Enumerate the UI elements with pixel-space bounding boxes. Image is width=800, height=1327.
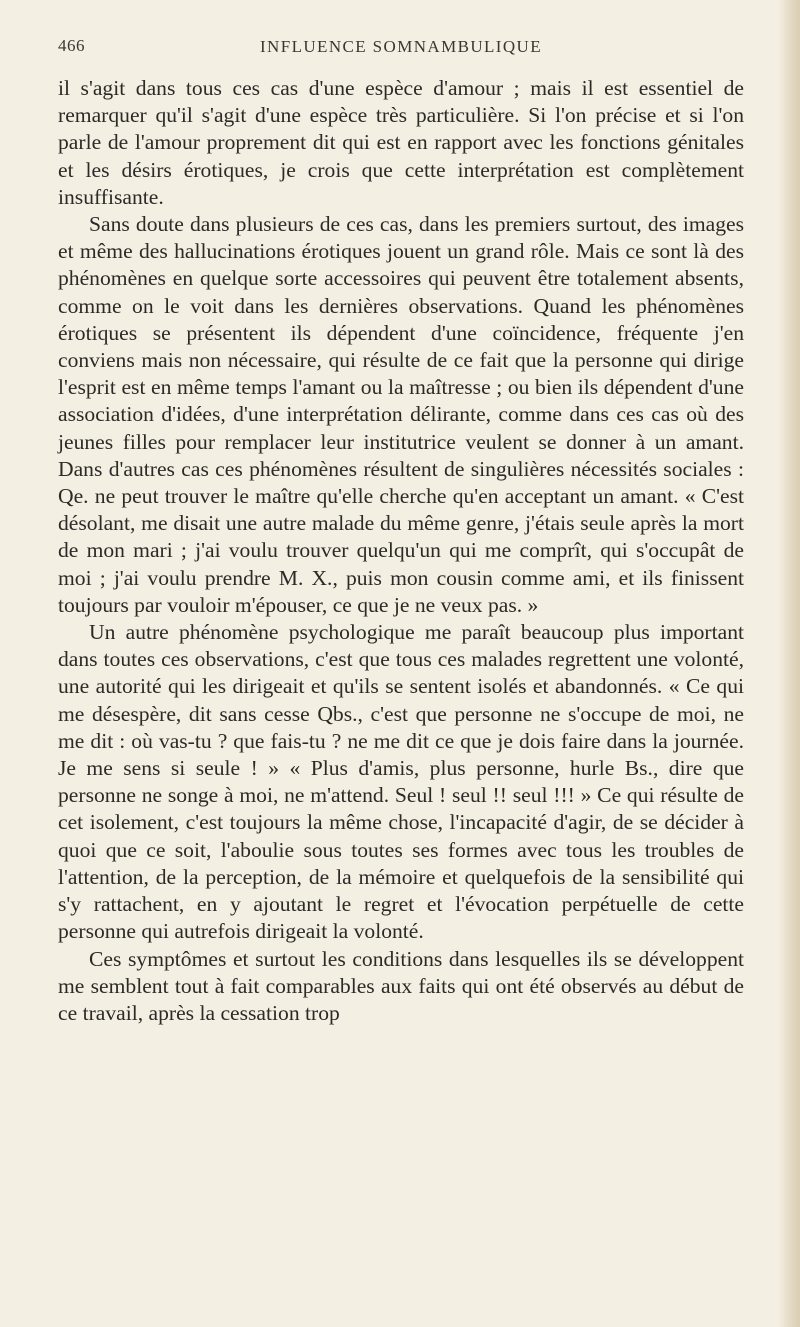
body-text bbox=[58, 75, 744, 1027]
page-edge-shadow bbox=[778, 0, 800, 1327]
paragraph: Sans doute dans plusieurs de ces cas, dans les premiers surtout, des images et même des hallucinations érotiques jouent un grand rôle. Mais ce sont là des phénomènes en quelque sorte accessoires qui peuvent être totalement absents, comme on le voit dans les dernières observations. Quand les phénomènes érotiques se présentent ils dépendent d'une coïncidence, fréquente j'en conviens mais non nécessaire, qui résulte de ce fait que la personne qui dirige l'esprit est en même temps l'amant ou la maîtresse ; ou bien ils dépendent d'une association d'idées, d'une interprétation délirante, comme dans ces cas où des jeunes filles pour remplacer leur institutrice veulent se donner à un amant. Dans d'autres cas ces phénomènes résultent de singulières nécessités sociales : Qe. ne peut trouver le maître qu'elle cherche qu'en acceptant un amant. « C'est désolant, me disait une autre malade du même genre, j'étais seule après la mort de mon mari ; j'ai voulu trouver quelqu'un qui me comprît, qui s'occupât de moi ; j'ai voulu prendre M. X., puis mon cousin comme ami, et ils finissent toujours par vouloir m'épouser, ce que je ne veux pas. » bbox=[58, 212, 744, 617]
page-number: 466 bbox=[58, 36, 85, 55]
paragraph: Un autre phénomène psychologique me paraît beaucoup plus important dans toutes ces observations, c'est que tous ces malades regrettent une volonté, une autorité qui les dirigeait et qu'ils se sentent isolés et abandonnés. « Ce qui me désespère, dit sans cesse Qbs., c'est que personne ne s'occupe de moi, ne me dit : où vas-tu ? que fais-tu ? ne me dit ce que je dois faire dans la journée. Je me sens si seule ! » « Plus d'amis, plus personne, hurle Bs., dire que personne ne songe à moi, ne m'attend. Seul ! seul !! seul !!! » Ce qui résulte de cet isolement, c'est toujours la même chose, l'incapacité d'agir, de se décider à quoi que ce soit, l'aboulie sous toutes ses formes avec tous les troubles de l'attention, de la perception, de la mémoire et quelquefois de la sensibilité qui s'y rattachent, en y ajoutant le regret et l'évocation perpétuelle de cette personne qui autrefois dirigeait la volonté. bbox=[58, 620, 744, 944]
page-header bbox=[58, 36, 744, 58]
paragraph: il s'agit dans tous ces cas d'une espèce d'amour ; mais il est essentiel de remarquer qu'il s'agit d'une espèce très particulière. Si l'on précise et si l'on parle de l'amour proprement dit qui est en rapport avec les fonctions génitales et les désirs érotiques, je crois que cette interprétation est complètement insuffisante. bbox=[58, 76, 744, 209]
paragraph: Ces symptômes et surtout les conditions dans lesquelles ils se développent me semblent tout à fait comparables aux faits qui ont été observés au début de ce travail, après la cessation trop bbox=[58, 946, 744, 1025]
running-title: INFLUENCE SOMNAMBULIQUE bbox=[259, 37, 542, 56]
